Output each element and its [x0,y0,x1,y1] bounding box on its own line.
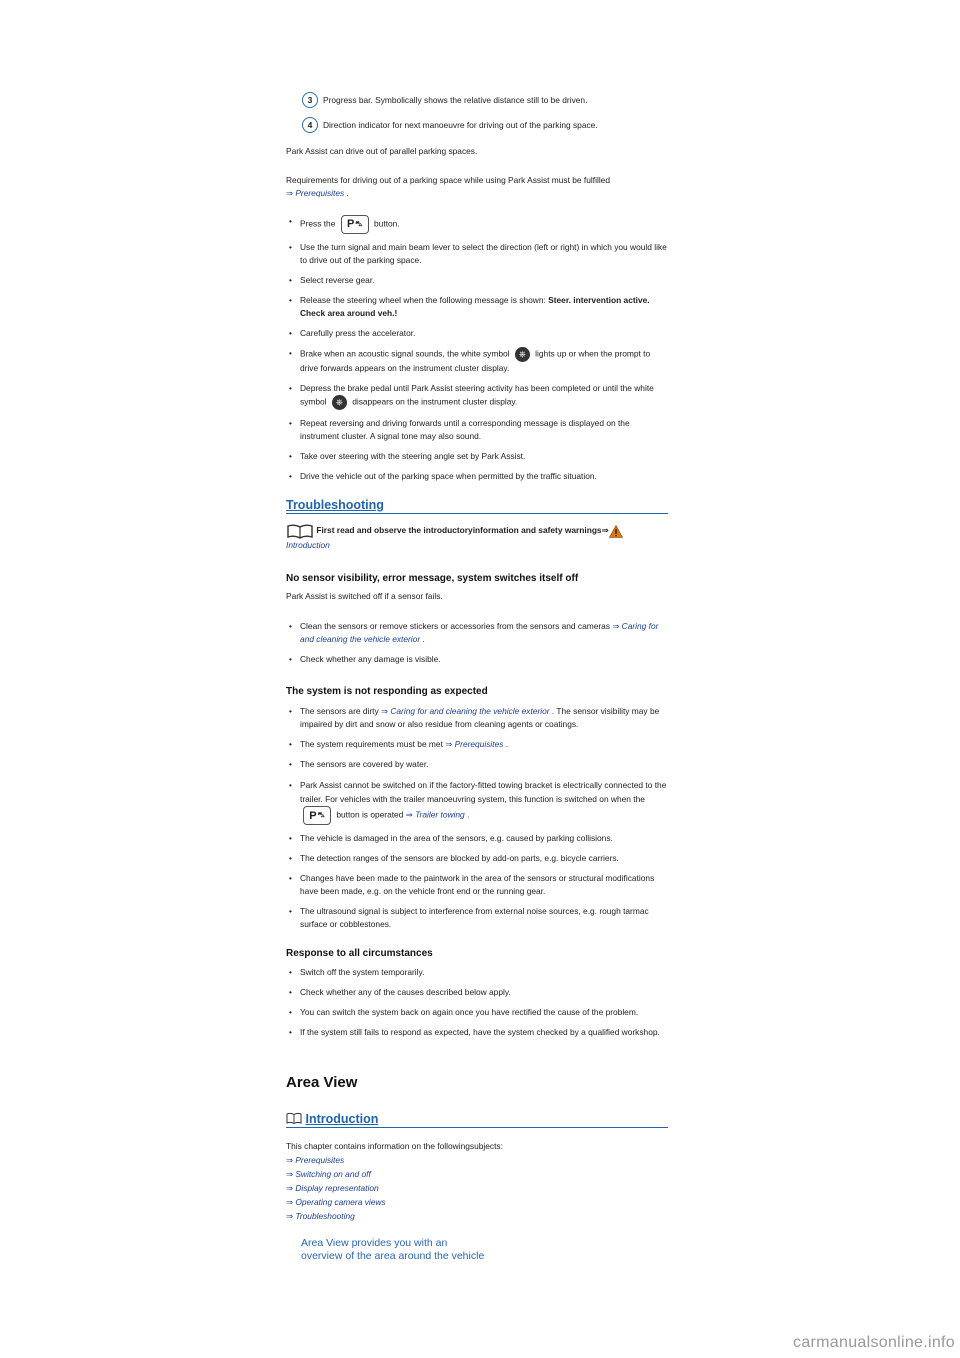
period: . [503,739,509,749]
list-item: • The detection ranges of the sensors are blocked by add-on parts, e.g. bicycle carriers. [289,852,669,865]
list-item [289,738,669,751]
link-switching-on-off[interactable]: ⇒ Switching on and off [286,1169,371,1179]
introduction-link[interactable]: Introduction [286,540,330,550]
step-text: Release the steering wheel when the following message is shown: [300,295,549,305]
sensor-list [289,620,669,673]
warning-icon [609,525,623,538]
p-label: P [346,218,355,230]
book-icon [286,1112,302,1124]
item-text: The system requirements must be met [300,739,446,749]
period: . [464,809,470,820]
steps-list [289,215,669,490]
list-item: • The ultrasound signal is subject to interference from external noise sources, e.g. rough tarmac surface or cobblestones. [289,905,669,931]
chapter-intro: This chapter contains information on the followingsubjects: [286,1141,503,1151]
park-assist-button-icon: P ⛍ [341,215,369,234]
item-text: Clean the sensors or remove stickers or accessories from the sensors and cameras [300,621,613,631]
list-item: • The vehicle is damaged in the area of the sensors, e.g. caused by parking collisions. [289,832,669,845]
step-text: Depress the brake pedal until Park Assist steering activity has been completed or until the white symbol [300,383,654,407]
callout-3 [302,92,587,108]
link-prerequisites[interactable]: ⇒ Prerequisites [286,1155,345,1165]
trailer-towing-link[interactable]: ⇒ Trailer towing [405,809,465,820]
list-item: • Select reverse gear. [289,274,669,287]
not-responding-list [289,705,669,938]
item-text: Park Assist cannot be switched on if the factory-fitted towing bracket is electrically connected to the trailer. For vehicles with the trailer manoeuvring system, this function is switched on when the [300,780,667,804]
requirements-text: Requirements for driving out of a parking space while using Park Assist must be fulfilled [286,175,610,185]
list-item [289,294,669,320]
steering-wheel-icon: ⎈ [332,395,347,410]
requirements-paragraph [286,174,668,200]
message-text: Steer. intervention active. Check area around veh.! [300,295,650,318]
response-list [289,966,669,1046]
watermark: carmanualsonline.info [793,1334,955,1351]
sensor-heading: No sensor visibility, error message, system switches itself off [286,573,579,584]
item-text: . The sensor visibility may be impaired by dirt and snow or also residue from cleaning agents or coatings. [300,706,660,729]
park-assist-button-icon: P ⛍ [303,806,331,825]
response-heading: Response to all circumstances [286,948,433,959]
list-item: • Repeat reversing and driving forwards until a corresponding message is displayed on the instrument cluster. A signal tone may also sound. [289,417,669,443]
item-text: The sensors are dirty [300,706,381,716]
intro-paragraph: Park Assist can drive out of parallel parking spaces. [286,146,478,156]
period: . [344,188,349,198]
list-item [289,620,669,646]
callout-text: Progress bar. Symbolically shows the relative distance still to be driven. [323,95,588,105]
list-item: • Carefully press the accelerator. [289,327,669,340]
list-item [289,347,669,375]
list-item: • Drive the vehicle out of the parking space when permitted by the traffic situation. [289,470,669,483]
heading-text: Introduction [305,1112,379,1126]
step-text: Brake when an acoustic signal sounds, the white symbol [300,348,510,359]
note-text: First read and observe the introductoryinformation and safety warnings⇒ [316,525,609,536]
p-label: P [309,809,317,822]
troubleshooting-heading [286,498,668,514]
area-view-title: Area View [286,1074,358,1091]
list-item: • The sensors are covered by water. [289,758,669,771]
step-text: lights up or when the prompt to drive forwards appears on the instrument cluster display. [300,348,651,373]
safety-note [286,523,668,552]
list-item [289,215,669,234]
prerequisites-link[interactable]: ⇒ Prerequisites [286,188,345,198]
link-operating-camera-views[interactable]: ⇒ Operating camera views [286,1197,386,1207]
figure-caption [301,1237,484,1263]
list-item [289,382,669,410]
subject-links [286,1153,386,1223]
link-display-representation[interactable]: ⇒ Display representation [286,1183,379,1193]
caption-line: overview of the area around the vehicle [301,1250,485,1262]
step-text: button. [374,218,400,229]
steering-wheel-icon: ⎈ [515,347,530,362]
heading-text: Troubleshooting [286,498,384,512]
prerequisites-link[interactable]: ⇒ Prerequisites [445,739,504,749]
list-item: • Take over steering with the steering angle set by Park Assist. [289,450,669,463]
callout-4 [302,117,598,133]
not-responding-heading: The system is not responding as expected [286,686,488,697]
callout-text: Direction indicator for next manoeuvre for driving out of the parking space. [323,120,598,130]
list-item: • Check whether any damage is visible. [289,653,669,666]
book-icon [286,523,314,539]
sensor-paragraph: Park Assist is switched off if a sensor fails. [286,591,443,601]
introduction-heading [286,1112,668,1128]
callout-number: 3 [302,92,318,108]
caring-link[interactable]: ⇒ Caring for and cleaning the vehicle exterior [381,706,550,716]
step-text: disappears on the instrument cluster display. [352,396,518,407]
caring-link[interactable]: ⇒ Caring for and cleaning the vehicle exterior [300,621,659,644]
period: . [420,634,425,644]
list-item: • Changes have been made to the paintwork in the area of the sensors or structural modifications have been made, e.g. on the vehicle front end or the running gear. [289,872,669,898]
list-item [289,778,669,825]
list-item [289,705,669,731]
list-item: • Use the turn signal and main beam lever to select the direction (left or right) in which you would like to drive out of the parking space. [289,241,669,267]
link-troubleshooting[interactable]: ⇒ Troubleshooting [286,1211,355,1221]
list-item: • You can switch the system back on again once you have rectified the cause of the problem. [289,1006,669,1019]
item-text: button is operated [336,809,406,820]
step-text: Press the [300,218,336,229]
caption-line: Area View provides you with an [301,1237,448,1249]
list-item: • Switch off the system temporarily. [289,966,669,979]
list-item: • Check whether any of the causes described below apply. [289,986,669,999]
callout-number: 4 [302,117,318,133]
list-item: • If the system still fails to respond as expected, have the system checked by a qualified workshop. [289,1026,669,1039]
